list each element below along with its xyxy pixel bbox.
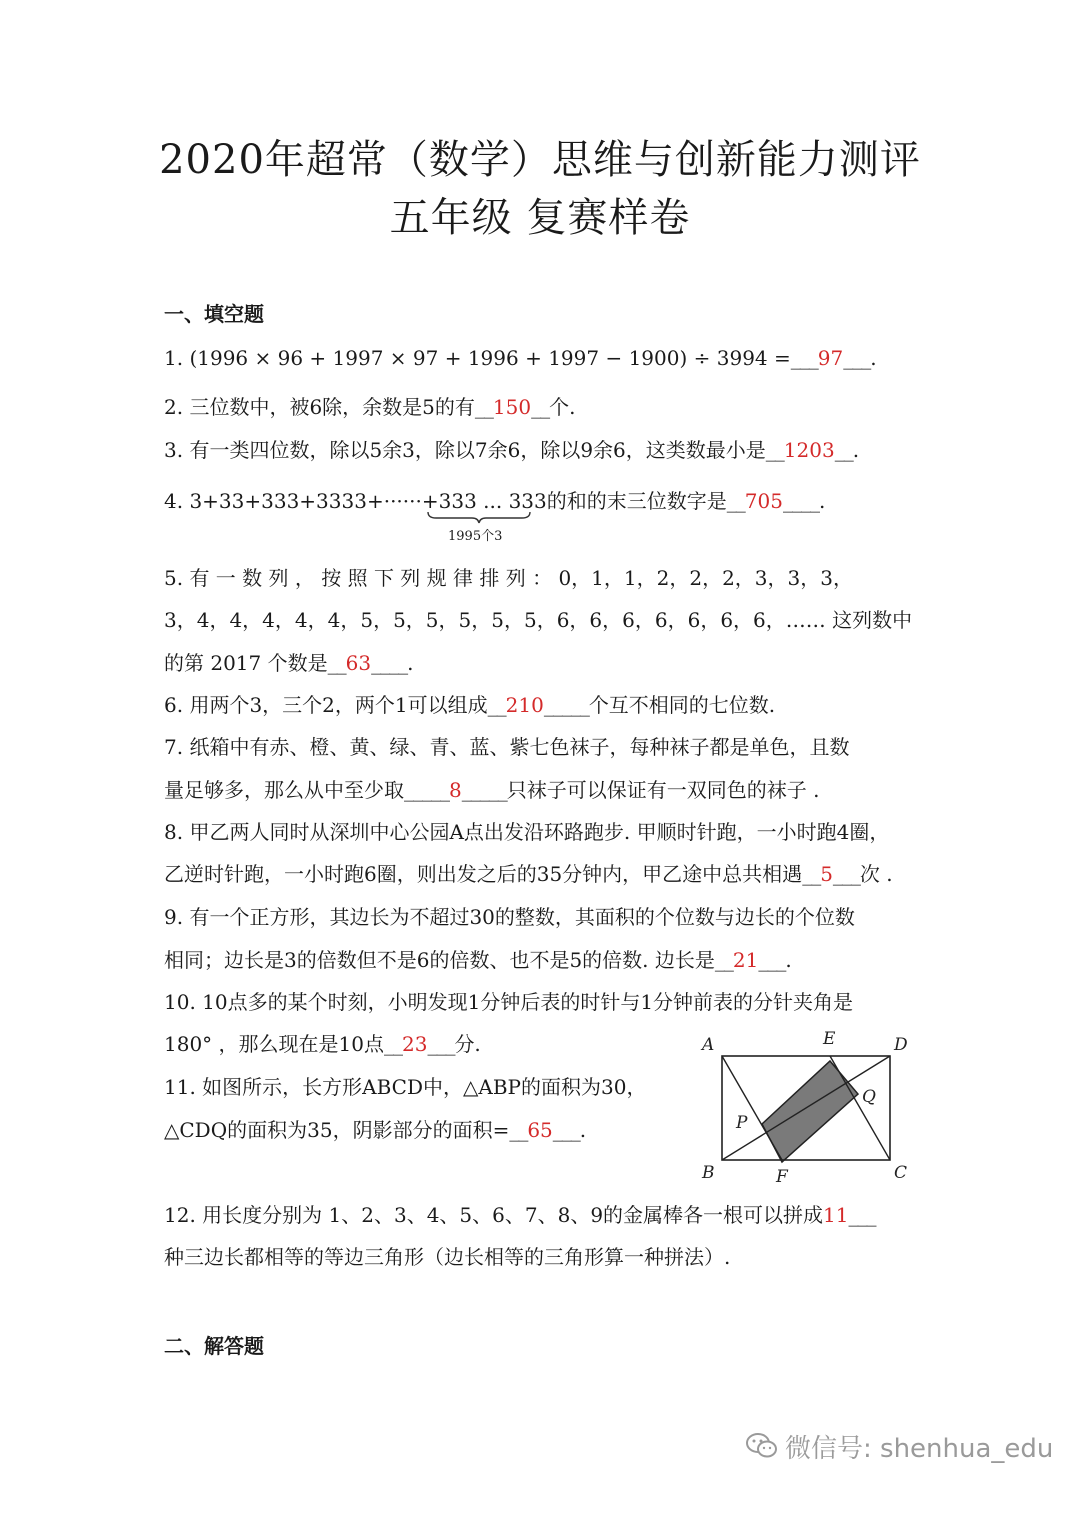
question-1-answer: 97 <box>817 346 844 370</box>
label-f: F <box>776 1167 788 1186</box>
question-7-line-1: 7. 纸箱中有赤、橙、黄、绿、青、蓝、紫七色袜子，每种袜子都是单色，且数 <box>164 735 850 759</box>
section-answer-heading: 二、解答题 <box>164 1334 264 1358</box>
question-3-answer: 1203 <box>783 438 835 462</box>
question-2-text: 2. 三位数中，被6除，余数是5的有 <box>164 395 475 419</box>
label-b: B <box>702 1163 715 1183</box>
question-9-answer: 21 <box>732 948 759 972</box>
question-12-answer: 11 <box>823 1203 849 1227</box>
section-fill-heading: 一、填空题 <box>164 302 264 326</box>
label-a: A <box>702 1035 715 1055</box>
diagonal-bd <box>722 1056 890 1160</box>
label-q: Q <box>862 1087 876 1107</box>
label-p: P <box>736 1113 748 1133</box>
question-11-line-1: 11. 如图所示，长方形ABCD中，△ABP的面积为30， <box>164 1075 647 1099</box>
question-3-text: 3. 有一类四位数，除以5余3，除以7余6，除以9余6，这类数最小是 <box>164 438 766 462</box>
question-4-text: 4. 3+33+333+3333+······+ <box>164 489 439 513</box>
question-8-line-1: 8. 甲乙两人同时从深圳中心公园A点出发沿环路跑步. 甲顺时针跑，一小时跑4圈， <box>164 820 890 844</box>
question-10-line-2: 180° ，那么现在是10点__23___分. <box>164 1032 481 1056</box>
question-11-answer: 65 <box>527 1118 553 1142</box>
question-6-answer: 210 <box>505 693 544 717</box>
question-4-answer: 705 <box>744 489 783 513</box>
question-7-answer: 8 <box>449 778 462 802</box>
page-title: 2020年超常（数学）思维与创新能力测评 <box>159 137 921 183</box>
question-4: 4. 3+33+333+3333+······+333 ... 333的和的末三位数字是__705____. <box>164 489 826 513</box>
question-11-line-2: △CDQ的面积为35，阴影部分的面积=__65___. <box>164 1118 587 1142</box>
question-5-line-3: 的第 2017 个数是__63____. <box>164 651 414 675</box>
question-7-line-2: 量足够多，那么从中至少取_____8_____只袜子可以保证有一双同色的袜子 . <box>164 778 820 802</box>
question-10-line-1: 10. 10点多的某个时刻，小明发现1分钟后表的时针与1分钟前表的分针夹角是 <box>164 990 854 1014</box>
question-9-line-1: 9. 有一个正方形，其边长为不超过30的整数，其面积的个位数与边长的个位数 <box>164 905 855 929</box>
question-8-line-2: 乙逆时针跑，一小时跑6圈，则出发之后的35分钟内，甲乙途中总共相遇__5___次 . <box>164 862 893 886</box>
question-2: 2. 三位数中，被6除，余数是5的有__150__个. <box>164 395 576 419</box>
question-6: 6. 用两个3，三个2，两个1可以组成__210_____个互不相同的七位数. <box>164 693 776 717</box>
question-2-answer: 150 <box>492 395 532 419</box>
question-4-number: 333 ... 333 <box>438 489 547 513</box>
question-5-line-1: 5. 有 一 数 列 ， 按 照 下 列 规 律 排 列 ： 0，1，1，2，2，2，3，3，3， <box>164 566 853 590</box>
question-12-line-1: 12. 用长度分别为 1、2、3、4、5、6、7、8、9的金属棒各一根可以拼成11___ <box>164 1203 876 1227</box>
question-5-answer: 63 <box>345 651 372 675</box>
question-5-line-2: 3，4，4，4，4，4，5，5，5，5，5，5，6，6，6，6，6，6，6，…… 这列数中 <box>164 608 913 632</box>
question-4-text2: 的和的末三位数字是 <box>546 489 727 513</box>
geometry-figure <box>692 1026 922 1186</box>
question-12-line-2: 种三边长都相等的等边三角形（边长相等的三角形算一种拼法）. <box>164 1245 731 1269</box>
question-8-answer: 5 <box>820 862 833 886</box>
wechat-icon <box>745 1432 779 1467</box>
watermark <box>745 1428 1053 1467</box>
question-9-line-2: 相同；边长是3的倍数但不是6的倍数、也不是5的倍数. 边长是__21___. <box>164 948 792 972</box>
underbrace-label: 1995个3 <box>448 529 503 544</box>
question-1: 1. (1996 × 96 + 1997 × 97 + 1996 + 1997 − 1900) ÷ 3994 =___97___. <box>164 346 877 370</box>
page-subtitle: 五年级 复赛样卷 <box>389 195 691 241</box>
question-1-text: 1. (1996 × 96 + 1997 × 97 + 1996 + 1997 − 1900) ÷ 3994 = <box>164 346 791 370</box>
question-10-answer: 23 <box>401 1032 428 1056</box>
shaded-region <box>762 1061 858 1162</box>
label-c: C <box>894 1163 908 1183</box>
watermark-text: 微信号: shenhua_edu <box>785 1434 1054 1464</box>
underbrace <box>426 510 532 524</box>
label-e: E <box>823 1029 836 1049</box>
segment-ac <box>722 1056 782 1160</box>
question-3: 3. 有一类四位数，除以5余3，除以7余6，除以9余6，这类数最小是__1203__. <box>164 438 860 462</box>
label-d: D <box>894 1035 908 1055</box>
